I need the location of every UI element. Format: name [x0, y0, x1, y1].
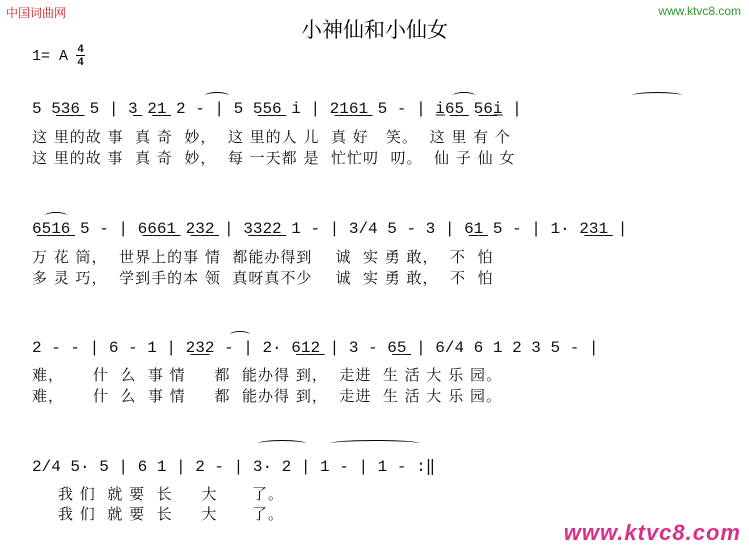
system-4-lyrics-1: 我 们 就 要 长 大 了。	[58, 485, 285, 503]
song-title: 小神仙和小仙女	[301, 18, 448, 42]
slur	[205, 92, 229, 99]
system-3-lyrics-2: 难， 什 么 事 情 都 能办得 到， 走进 生 活 大 乐 园。	[32, 387, 502, 405]
time-signature	[76, 44, 85, 67]
slur	[45, 212, 67, 219]
key-signature: 1= A	[32, 48, 69, 65]
time-signature-top: 4	[77, 43, 84, 55]
slur	[453, 92, 475, 99]
system-1-notes: 5 5̲3̲6̲ 5 | 3̲ 2̲1̲ 2 - | 5 5̲5̲6̲ i | 2̲1̲6̲1̲ 5 - | i̲6̲5̲ 5̲6̲i̲ |	[32, 100, 522, 118]
slur	[230, 331, 250, 338]
watermark-left: 中国词曲网	[6, 6, 67, 20]
time-signature-bottom: 4	[77, 56, 84, 68]
system-1-lyrics-2: 这 里的故 事 真 奇 妙， 每 一天都 是 忙忙叨 叨。 仙 子 仙 女	[32, 149, 516, 167]
system-4-notes: 2/4 5· 5 | 6 1 | 2 - | 3· 2 | 1 - | 1 - :‖	[32, 458, 436, 476]
system-3-lyrics-1: 难， 什 么 事 情 都 能办得 到， 走进 生 活 大 乐 园。	[32, 366, 502, 384]
slur	[258, 440, 306, 447]
system-2-notes: 6̲5̲1̲6̲ 5 - | 6̲6̲6̲1̲ 2̲3̲2̲ | 3̲3̲2̲2̲ 1 - | 3/4 5 - 3 | 6̲1̲ 5 - | 1· 2̲3̲1̲ |	[32, 220, 628, 238]
slur	[330, 440, 420, 447]
system-1-lyrics-1: 这 里的故 事 真 奇 妙， 这 里的人 儿 真 好 笑。 这 里 有 个	[32, 128, 511, 146]
watermark-right: www.ktvc8.com	[658, 4, 741, 18]
system-2-lyrics-1: 万 花 筒， 世界上的事 情 都能办得到 诚 实 勇 敢， 不 怕	[32, 248, 494, 266]
system-4-lyrics-2: 我 们 就 要 长 大 了。	[58, 505, 285, 523]
watermark-bottom: www.ktvc8.com	[563, 520, 741, 545]
system-2-lyrics-2: 多 灵 巧， 学到手的本 领 真呀真不少 诚 实 勇 敢， 不 怕	[32, 269, 494, 287]
slur	[632, 92, 682, 99]
system-3-notes: 2 - - | 6 - 1 | 2̲3̲2 - | 2· 6̲1̲2̲ | 3 - 6̲5̲ | 6/4 6 1 2 3 5 - |	[32, 339, 599, 357]
